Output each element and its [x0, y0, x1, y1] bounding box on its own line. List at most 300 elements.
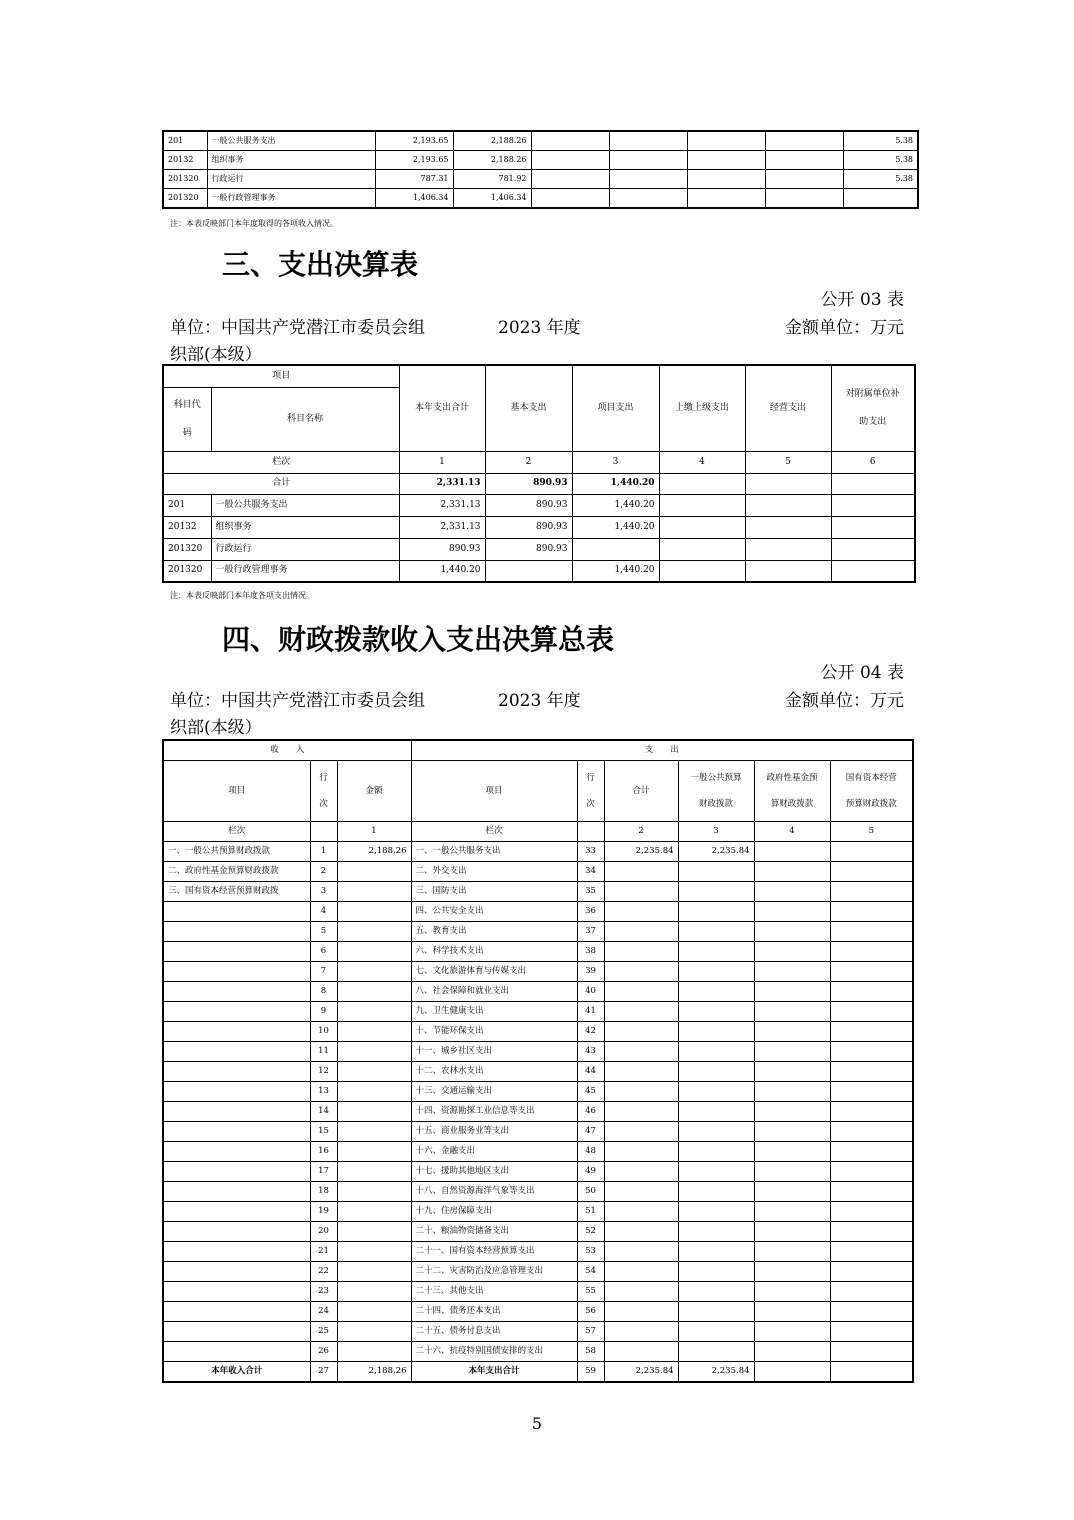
cell-code: 201320	[163, 538, 211, 560]
cell-gov-fund	[754, 1102, 830, 1122]
cell-value	[609, 170, 687, 189]
cell-income-line: 2	[310, 862, 337, 882]
cell-income-item	[163, 1022, 310, 1042]
income-table-note: 注：本表反映部门本年度取得的各项收入情况。	[170, 219, 338, 228]
cell-project	[572, 538, 659, 560]
cell-total: 2,331.13	[399, 516, 485, 538]
cell-expense-total	[604, 1322, 678, 1342]
cell-income-line: 6	[310, 942, 337, 962]
cell-value	[531, 151, 609, 170]
cell-upper	[659, 494, 745, 516]
cell-expense-item: 三、国防支出	[411, 882, 577, 902]
cell-expense-total	[604, 982, 678, 1002]
cell-income-item	[163, 1122, 310, 1142]
cell-soe-capital	[830, 1062, 913, 1082]
cell-income-amount	[337, 1042, 411, 1062]
cell-business	[745, 516, 831, 538]
table-row	[163, 1342, 913, 1362]
cell-income-line: 4	[310, 902, 337, 922]
cell-expense-total	[604, 882, 678, 902]
cell-income-line: 10	[310, 1022, 337, 1042]
cell-value	[765, 170, 843, 189]
page-number: 5	[531, 1414, 543, 1433]
cell-soe-capital	[830, 1182, 913, 1202]
sum-project: 1,440.20	[572, 473, 659, 494]
cell-income-line: 13	[310, 1082, 337, 1102]
cell-value: 787.31	[375, 170, 453, 189]
cell-upper	[659, 560, 745, 582]
cell-income-line: 3	[310, 882, 337, 902]
cell-subsidy	[831, 560, 915, 582]
cell-income-item: 三、国有资本经营预算财政拨	[163, 882, 310, 902]
cell-subsidy	[831, 538, 915, 560]
cell-income-line: 9	[310, 1002, 337, 1022]
cell-expense-line: 46	[577, 1102, 604, 1122]
cell-expense-item: 二十、粮油物资储备支出	[411, 1222, 577, 1242]
cell-expense-line: 55	[577, 1282, 604, 1302]
table-row	[163, 1282, 913, 1302]
cell-expense-item: 七、文化旅游体育与传媒支出	[411, 962, 577, 982]
col-num: 2	[485, 451, 572, 473]
cell-value	[765, 189, 843, 209]
cell-expense-total	[604, 1002, 678, 1022]
cell-name: 行政运行	[207, 170, 375, 189]
cell-basic: 890.93	[485, 516, 572, 538]
cell-soe-capital	[830, 902, 913, 922]
cell-value	[531, 170, 609, 189]
sum-business	[745, 473, 831, 494]
total-ex-gov	[754, 1362, 830, 1383]
cell-value: 2,188.26	[453, 131, 531, 151]
cell-code: 20132	[163, 516, 211, 538]
cell-income-amount	[337, 962, 411, 982]
cell-general-budget	[678, 1282, 754, 1302]
cell-expense-line: 37	[577, 922, 604, 942]
cell-name: 一般公共服务支出	[211, 494, 399, 516]
cell-value: 1,406.34	[375, 189, 453, 209]
cell-value: 2,193.65	[375, 131, 453, 151]
table-row	[163, 538, 915, 560]
header-code: 科目代 码	[163, 387, 211, 451]
table-row	[163, 1022, 913, 1042]
table-row	[163, 1222, 913, 1242]
cell-income-amount	[337, 982, 411, 1002]
cell-income-amount	[337, 1102, 411, 1122]
cell-expense-item: 五、教育支出	[411, 922, 577, 942]
table-row	[163, 1042, 913, 1062]
cell-expense-item: 九、卫生健康支出	[411, 1002, 577, 1022]
cell-expense-total	[604, 1202, 678, 1222]
sum-upper	[659, 473, 745, 494]
cell-expense-line: 40	[577, 982, 604, 1002]
cell-gov-fund	[754, 1042, 830, 1062]
cell-expense-item: 二十五、债务付息支出	[411, 1322, 577, 1342]
cell-income-item	[163, 1242, 310, 1262]
cell-expense-item: 二十四、债务还本支出	[411, 1302, 577, 1322]
table-row	[163, 1102, 913, 1122]
table-row	[163, 942, 913, 962]
cell-gov-fund	[754, 1022, 830, 1042]
header-total: 本年支出合计	[399, 365, 485, 451]
cell-income-item	[163, 982, 310, 1002]
section3-table-no: 公开 03 表	[820, 290, 904, 310]
cell-gov-fund	[754, 1222, 830, 1242]
table-row	[163, 922, 913, 942]
section3-year: 2023 年度	[498, 318, 581, 338]
cell-soe-capital	[830, 1342, 913, 1362]
cell-gov-fund	[754, 922, 830, 942]
cell-income-item	[163, 1182, 310, 1202]
cell-name: 一般行政管理事务	[207, 189, 375, 209]
cell-income-amount	[337, 1062, 411, 1082]
cell-income-item	[163, 1222, 310, 1242]
cell-income-line: 20	[310, 1222, 337, 1242]
cell-name: 组织事务	[207, 151, 375, 170]
cell-soe-capital	[830, 962, 913, 982]
cell-expense-line: 34	[577, 862, 604, 882]
cell-name: 一般行政管理事务	[211, 560, 399, 582]
cell-soe-capital	[830, 1042, 913, 1062]
section4-title: 四、财政拨款收入支出决算总表	[222, 623, 615, 656]
cell-expense-line: 36	[577, 902, 604, 922]
col-num: 5	[830, 822, 913, 842]
cell-gov-fund	[754, 1202, 830, 1222]
total-row	[163, 1362, 913, 1383]
cell-income-amount	[337, 1202, 411, 1222]
cell-income-amount	[337, 1262, 411, 1282]
cell-income-amount	[337, 1022, 411, 1042]
cell-total: 890.93	[399, 538, 485, 560]
cell-soe-capital	[830, 1142, 913, 1162]
cell-gov-fund	[754, 1282, 830, 1302]
cell-income-item	[163, 902, 310, 922]
cell-expense-total	[604, 1142, 678, 1162]
cell-code: 201320	[163, 189, 207, 209]
table-row	[163, 902, 913, 922]
cell-income-line: 16	[310, 1142, 337, 1162]
cell-expense-total	[604, 1282, 678, 1302]
cell-business	[745, 494, 831, 516]
cell-income-amount	[337, 1222, 411, 1242]
cell-value: 781.92	[453, 170, 531, 189]
cell-income-amount	[337, 1002, 411, 1022]
cell-business	[745, 560, 831, 582]
cell-name: 组织事务	[211, 516, 399, 538]
table-row	[163, 1082, 913, 1102]
header-ex-line: 行 次	[577, 761, 604, 822]
header-col-label: 栏次	[163, 451, 399, 473]
cell-general-budget	[678, 1062, 754, 1082]
section3-unit-cont: 织部(本级）	[170, 345, 262, 365]
header-upper: 上缴上级支出	[659, 365, 745, 451]
cell-project: 1,440.20	[572, 516, 659, 538]
total-ex-label: 本年支出合计	[411, 1362, 577, 1383]
cell-basic	[485, 560, 572, 582]
cell-income-item	[163, 1162, 310, 1182]
cell-gov-fund	[754, 1302, 830, 1322]
cell-expense-total	[604, 962, 678, 982]
cell-expense-item: 一、一般公共服务支出	[411, 842, 577, 862]
cell-income-item	[163, 1302, 310, 1322]
table-row	[163, 1002, 913, 1022]
cell-gov-fund	[754, 1262, 830, 1282]
section3-unit: 单位：中国共产党潜江市委员会组	[170, 318, 425, 338]
cell-income-item	[163, 1342, 310, 1362]
cell-income-line: 7	[310, 962, 337, 982]
cell-gov-fund	[754, 962, 830, 982]
cell-soe-capital	[830, 1202, 913, 1222]
cell-subsidy	[831, 494, 915, 516]
cell-value: 5.38	[843, 151, 918, 170]
cell-soe-capital	[830, 1162, 913, 1182]
fiscal-summary-table	[162, 739, 914, 1383]
cell-income-line: 25	[310, 1322, 337, 1342]
cell-income-line: 12	[310, 1062, 337, 1082]
cell-general-budget	[678, 982, 754, 1002]
cell-soe-capital	[830, 1082, 913, 1102]
table-row	[163, 560, 915, 582]
cell-expense-total	[604, 1102, 678, 1122]
cell-general-budget	[678, 962, 754, 982]
cell-total: 1,440.20	[399, 560, 485, 582]
cell-expense-item: 四、公共安全支出	[411, 902, 577, 922]
table-row	[163, 151, 918, 170]
cell-income-line: 19	[310, 1202, 337, 1222]
cell-income-amount	[337, 1242, 411, 1262]
header-in-line: 行 次	[310, 761, 337, 822]
cell-expense-total	[604, 1022, 678, 1042]
cell-value: 2,188.26	[453, 151, 531, 170]
cell-gov-fund	[754, 1242, 830, 1262]
cell-general-budget	[678, 942, 754, 962]
cell-income-amount	[337, 1302, 411, 1322]
cell-general-budget	[678, 1102, 754, 1122]
cell-general-budget	[678, 1022, 754, 1042]
cell-expense-total	[604, 1162, 678, 1182]
table-row	[163, 516, 915, 538]
sum-basic: 890.93	[485, 473, 572, 494]
header-ex-item: 项目	[411, 761, 577, 822]
header-subsidy: 对附属单位补 助支出	[831, 365, 915, 451]
cell-expense-line: 43	[577, 1042, 604, 1062]
table-row	[163, 1162, 913, 1182]
cell-income-item	[163, 962, 310, 982]
cell-general-budget	[678, 1162, 754, 1182]
cell-soe-capital	[830, 1322, 913, 1342]
section3-title: 三、支出决算表	[222, 248, 419, 281]
cell-expense-item: 二十六、抗疫特别国债安排的支出	[411, 1342, 577, 1362]
cell-name: 一般公共服务支出	[207, 131, 375, 151]
cell-expense-item: 六、科学技术支出	[411, 942, 577, 962]
cell-value: 1,406.34	[453, 189, 531, 209]
cell-gov-fund	[754, 1122, 830, 1142]
cell-expense-item: 十五、商业服务业等支出	[411, 1122, 577, 1142]
col-num: 2	[604, 822, 678, 842]
section3-amount-unit: 金额单位：万元	[785, 318, 904, 338]
cell-gov-fund	[754, 1082, 830, 1102]
cell-gov-fund	[754, 1182, 830, 1202]
cell-expense-line: 41	[577, 1002, 604, 1022]
cell-value	[687, 189, 765, 209]
cell-gov-fund	[754, 982, 830, 1002]
cell-code: 201	[163, 131, 207, 151]
cell-expense-line: 38	[577, 942, 604, 962]
sum-label: 合计	[163, 473, 399, 494]
cell-income-amount	[337, 902, 411, 922]
cell-business	[745, 538, 831, 560]
cell-soe-capital	[830, 922, 913, 942]
sum-row	[163, 473, 915, 494]
sum-total: 2,331.13	[399, 473, 485, 494]
cell-income-amount	[337, 1082, 411, 1102]
section4-amount-unit: 金额单位：万元	[785, 691, 904, 711]
cell-expense-total	[604, 1342, 678, 1362]
cell-general-budget	[678, 1302, 754, 1322]
table-row	[163, 189, 918, 209]
table-row	[163, 1262, 913, 1282]
cell-soe-capital	[830, 1282, 913, 1302]
table-row	[163, 494, 915, 516]
cell-income-line: 14	[310, 1102, 337, 1122]
cell-general-budget	[678, 1202, 754, 1222]
cell-name: 行政运行	[211, 538, 399, 560]
header-basic: 基本支出	[485, 365, 572, 451]
col-num: 6	[831, 451, 915, 473]
cell-value	[687, 151, 765, 170]
cell-value	[687, 131, 765, 151]
cell-income-line: 21	[310, 1242, 337, 1262]
cell-expense-line: 47	[577, 1122, 604, 1142]
col-label-income: 栏次	[163, 822, 310, 842]
cell-income-item	[163, 1062, 310, 1082]
cell-general-budget	[678, 902, 754, 922]
cell-expense-line: 54	[577, 1262, 604, 1282]
cell-expense-line: 33	[577, 842, 604, 862]
cell-expense-item: 十六、金融支出	[411, 1142, 577, 1162]
cell-general-budget	[678, 862, 754, 882]
cell-expense-total	[604, 922, 678, 942]
cell-soe-capital	[830, 1022, 913, 1042]
col-num: 1	[399, 451, 485, 473]
cell-soe-capital	[830, 1122, 913, 1142]
table-row	[163, 1322, 913, 1342]
cell-income-line: 11	[310, 1042, 337, 1062]
cell-expense-item: 十九、住房保障支出	[411, 1202, 577, 1222]
cell-income-amount	[337, 942, 411, 962]
cell-basic: 890.93	[485, 494, 572, 516]
cell-expense-line: 44	[577, 1062, 604, 1082]
header-in-amount: 金额	[337, 761, 411, 822]
cell-value	[843, 189, 918, 209]
cell-expense-item: 十、节能环保支出	[411, 1022, 577, 1042]
cell-income-line: 18	[310, 1182, 337, 1202]
table-row	[163, 1122, 913, 1142]
cell-soe-capital	[830, 1002, 913, 1022]
header-business: 经营支出	[745, 365, 831, 451]
sum-subsidy	[831, 473, 915, 494]
cell-income-item	[163, 1042, 310, 1062]
cell-expense-line: 52	[577, 1222, 604, 1242]
cell-income-line: 23	[310, 1282, 337, 1302]
cell-value: 5.38	[843, 170, 918, 189]
header-expense: 支 出	[411, 740, 913, 761]
cell-income-item	[163, 1202, 310, 1222]
cell-income-line: 24	[310, 1302, 337, 1322]
cell-value: 5.38	[843, 131, 918, 151]
cell-income-item	[163, 1102, 310, 1122]
col-num: 3	[678, 822, 754, 842]
cell-value	[531, 131, 609, 151]
cell-income-amount	[337, 922, 411, 942]
cell-expense-line: 56	[577, 1302, 604, 1322]
total-ex-soe	[830, 1362, 913, 1383]
cell-expense-line: 48	[577, 1142, 604, 1162]
table-row	[163, 882, 913, 902]
cell-income-amount	[337, 1322, 411, 1342]
cell-gov-fund	[754, 902, 830, 922]
cell-expense-line: 35	[577, 882, 604, 902]
cell-expense-line: 51	[577, 1202, 604, 1222]
cell-value: 2,193.65	[375, 151, 453, 170]
col-num: 4	[754, 822, 830, 842]
cell-project: 1,440.20	[572, 494, 659, 516]
cell-expense-line: 49	[577, 1162, 604, 1182]
cell-value	[687, 170, 765, 189]
cell-income-item: 一、一般公共预算财政拨款	[163, 842, 310, 862]
cell-expense-item: 八、社会保障和就业支出	[411, 982, 577, 1002]
cell-expense-total	[604, 1262, 678, 1282]
cell-gov-fund	[754, 842, 830, 862]
cell-expense-line: 50	[577, 1182, 604, 1202]
cell-general-budget	[678, 1322, 754, 1342]
cell-expense-total	[604, 1062, 678, 1082]
cell-income-amount	[337, 882, 411, 902]
cell-expense-line: 53	[577, 1242, 604, 1262]
cell-soe-capital	[830, 942, 913, 962]
total-in-line: 27	[310, 1362, 337, 1383]
cell-income-amount	[337, 1162, 411, 1182]
cell-expense-total: 2,235.84	[604, 842, 678, 862]
table-row	[163, 962, 913, 982]
cell-code: 201	[163, 494, 211, 516]
cell-expense-item: 二十二、灾害防治及应急管理支出	[411, 1262, 577, 1282]
total-ex-general: 2,235.84	[678, 1362, 754, 1383]
cell-gov-fund	[754, 942, 830, 962]
cell-income-item	[163, 1142, 310, 1162]
cell-expense-line: 58	[577, 1342, 604, 1362]
cell-income-line: 17	[310, 1162, 337, 1182]
cell-gov-fund	[754, 1002, 830, 1022]
cell-income-amount	[337, 1342, 411, 1362]
table-row	[163, 1142, 913, 1162]
cell-general-budget	[678, 922, 754, 942]
section4-unit: 单位：中国共产党潜江市委员会组	[170, 691, 425, 711]
cell-expense-total	[604, 1122, 678, 1142]
cell-income-item	[163, 922, 310, 942]
cell-income-amount	[337, 1282, 411, 1302]
table-row	[163, 1202, 913, 1222]
cell-expense-item: 二、外交支出	[411, 862, 577, 882]
cell-income-item	[163, 1282, 310, 1302]
cell-project: 1,440.20	[572, 560, 659, 582]
cell-income-item	[163, 1002, 310, 1022]
cell-income-line: 5	[310, 922, 337, 942]
cell-general-budget	[678, 1262, 754, 1282]
cell-general-budget	[678, 1182, 754, 1202]
cell-expense-item: 十四、资源勘探工业信息等支出	[411, 1102, 577, 1122]
table-row	[163, 131, 918, 151]
cell-soe-capital	[830, 1302, 913, 1322]
